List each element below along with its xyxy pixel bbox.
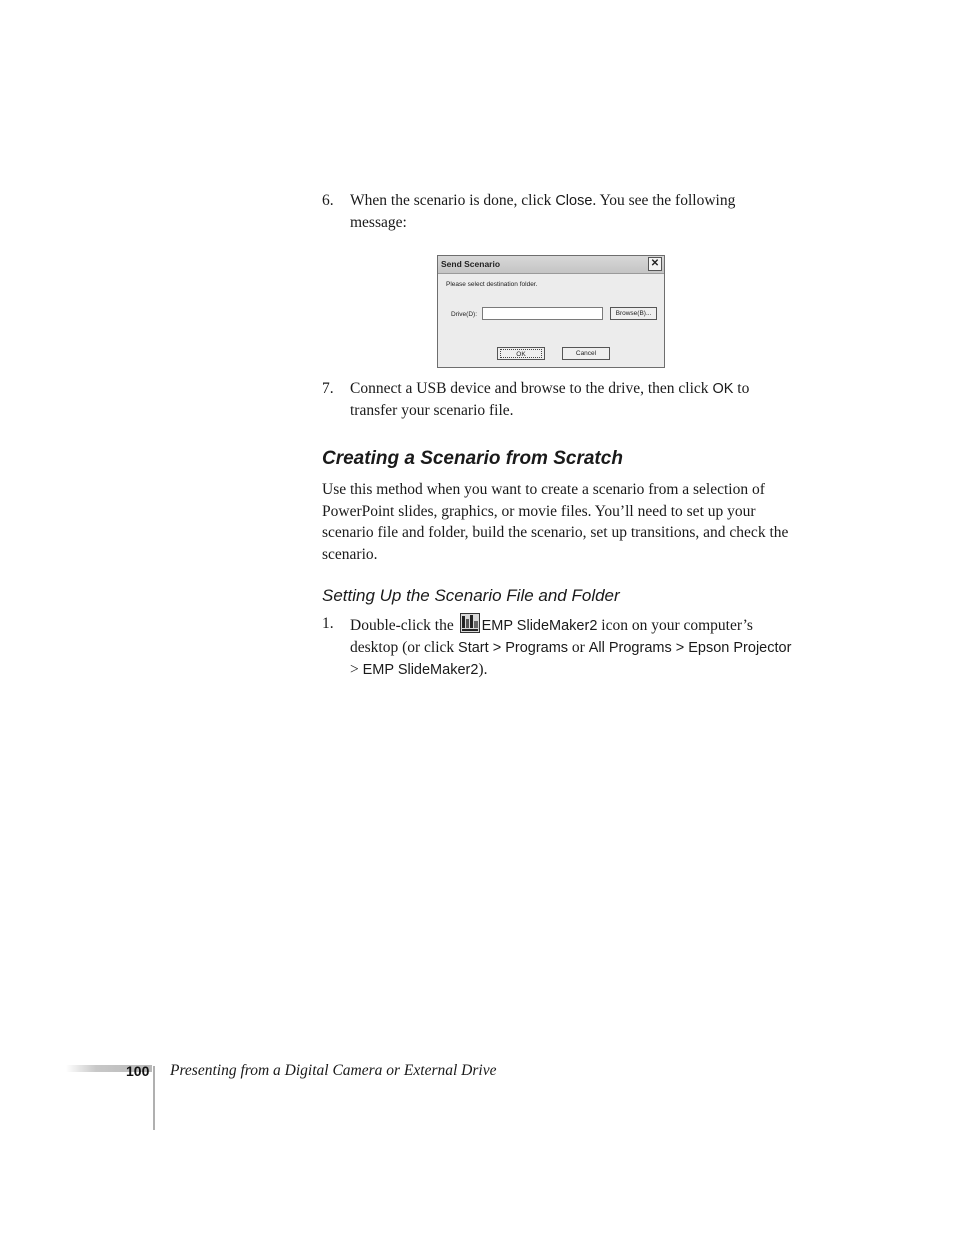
dialog-message: Please select destination folder. xyxy=(446,281,538,288)
ui-term-path: Start > Programs xyxy=(458,640,569,656)
ui-term-ok: OK xyxy=(712,381,734,397)
step-text: icon on your computer’s desktop (or click xyxy=(350,617,753,656)
section-paragraph: Use this method when you want to create a scenario from a selection of PowerPoint slides, graphics, or movie files. You’ll need to set up your scenario file and folder, build the scenario, set up transitions, and check the scenario. xyxy=(322,481,789,564)
step-text: Double-click the xyxy=(350,617,458,634)
dialog-title-bar xyxy=(438,256,664,274)
section-heading: Creating a Scenario from Scratch xyxy=(322,448,623,469)
drive-input[interactable] xyxy=(482,307,603,320)
ui-term-close: Close xyxy=(555,193,593,209)
dialog-title: Send Scenario xyxy=(441,259,501,269)
step-1 xyxy=(322,613,792,681)
page-number: 100 xyxy=(126,1063,150,1079)
ok-button[interactable] xyxy=(497,347,545,360)
footer-divider xyxy=(153,1066,155,1130)
step-text: or xyxy=(568,639,589,656)
step-6 xyxy=(322,190,792,234)
step-number: 1. xyxy=(322,615,334,632)
step-text: to transfer your scenario file. xyxy=(350,380,750,419)
browse-button[interactable]: Browse(B)... xyxy=(610,307,657,320)
ui-term-path: EMP SlideMaker2 xyxy=(362,662,479,678)
running-head: Presenting from a Digital Camera or External Drive xyxy=(170,1062,497,1079)
subsection-heading: Setting Up the Scenario File and Folder xyxy=(322,586,620,605)
step-number: 7. xyxy=(322,380,334,397)
step-number: 6. xyxy=(322,192,334,209)
ok-button-label: OK xyxy=(500,349,542,358)
step-text: . You see the following message: xyxy=(350,192,736,231)
step-7 xyxy=(322,378,792,422)
step-text: Connect a USB device and browse to the drive, then click xyxy=(350,380,713,397)
step-text: ). xyxy=(478,661,488,678)
cancel-button[interactable]: Cancel xyxy=(562,347,610,360)
drive-label: Drive(D): xyxy=(451,311,477,318)
send-scenario-dialog xyxy=(437,255,665,368)
step-text: When the scenario is done, click xyxy=(350,192,556,209)
emp-slidemaker-icon xyxy=(460,613,480,633)
close-icon[interactable]: ✕ xyxy=(648,257,662,271)
ui-term-app: EMP SlideMaker2 xyxy=(481,618,598,634)
step-text: > xyxy=(350,661,363,678)
ui-term-path: All Programs > Epson Projector xyxy=(588,640,792,656)
